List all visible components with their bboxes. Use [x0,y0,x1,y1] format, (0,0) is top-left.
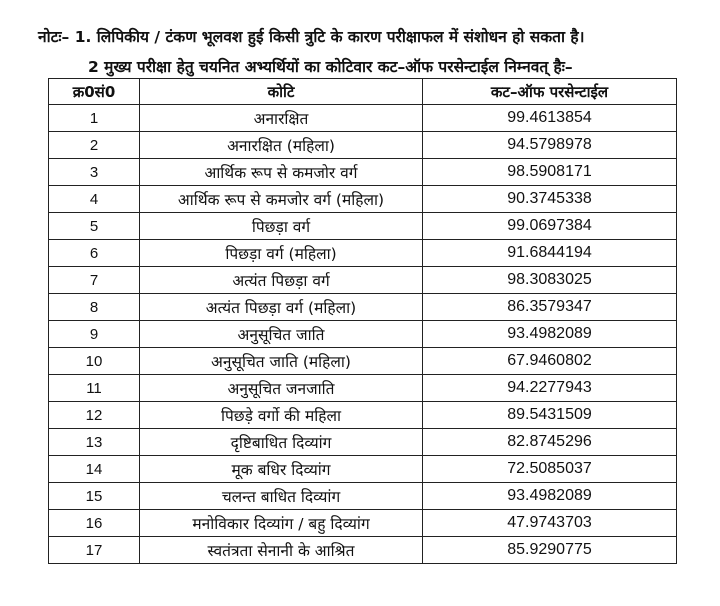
serial-number-cell: 9 [49,321,140,348]
category-cell: चलन्त बाधित दिव्यांग [140,483,423,510]
category-cell: अत्यंत पिछड़ा वर्ग [140,267,423,294]
table-header-row [49,79,677,105]
cutoff-value-cell: 98.5908171 [423,159,677,186]
serial-number-cell: 1 [49,105,140,132]
category-cell: पिछड़ा वर्ग [140,213,423,240]
table-row [49,537,677,564]
table-row [49,375,677,402]
cutoff-value-cell: 99.4613854 [423,105,677,132]
header-cutoff-percentile: कट–ऑफ परसेन्टाईल [423,79,677,105]
table-row [49,213,677,240]
cutoff-value-cell: 67.9460802 [423,348,677,375]
table-row [49,510,677,537]
table-row [49,429,677,456]
category-cell: आर्थिक रूप से कमजोर वर्ग (महिला) [140,186,423,213]
serial-number-cell: 5 [49,213,140,240]
serial-number-cell: 17 [49,537,140,564]
table-row [49,240,677,267]
table-row [49,294,677,321]
notice-text [38,22,708,82]
notice-line-1: नोटः– 1. लिपिकीय / टंकण भूलवश हुई किसी त्रुटि के कारण परीक्षाफल में संशोधन हो सकता है। [38,28,585,46]
table-row [49,348,677,375]
cutoff-value-cell: 93.4982089 [423,483,677,510]
table-row [49,402,677,429]
category-cell: आर्थिक रूप से कमजोर वर्ग [140,159,423,186]
category-cell: पिछड़ा वर्ग (महिला) [140,240,423,267]
cutoff-value-cell: 82.8745296 [423,429,677,456]
table-row [49,105,677,132]
cutoff-value-cell: 93.4982089 [423,321,677,348]
table-row [49,456,677,483]
cutoff-value-cell: 90.3745338 [423,186,677,213]
serial-number-cell: 13 [49,429,140,456]
category-cell: मनोविकार दिव्यांग / बहु दिव्यांग [140,510,423,537]
cutoff-table [48,78,677,564]
cutoff-value-cell: 47.9743703 [423,510,677,537]
cutoff-value-cell: 98.3083025 [423,267,677,294]
notice-line-2: 2 मुख्य परीक्षा हेतु चयनित अभ्यर्थियों का कोटिवार कट–ऑफ परसेन्टाईल निम्नवत् हैः– [88,58,573,76]
table-row [49,321,677,348]
serial-number-cell: 10 [49,348,140,375]
table-row [49,186,677,213]
cutoff-value-cell: 94.2277943 [423,375,677,402]
serial-number-cell: 14 [49,456,140,483]
serial-number-cell: 12 [49,402,140,429]
category-cell: अनारक्षित (महिला) [140,132,423,159]
category-cell: अनारक्षित [140,105,423,132]
category-cell: अनुसूचित जनजाति [140,375,423,402]
cutoff-value-cell: 72.5085037 [423,456,677,483]
table-row [49,483,677,510]
cutoff-value-cell: 89.5431509 [423,402,677,429]
cutoff-value-cell: 94.5798978 [423,132,677,159]
serial-number-cell: 7 [49,267,140,294]
serial-number-cell: 11 [49,375,140,402]
serial-number-cell: 3 [49,159,140,186]
cutoff-value-cell: 85.9290775 [423,537,677,564]
category-cell: अत्यंत पिछड़ा वर्ग (महिला) [140,294,423,321]
category-cell: पिछड़े वर्गो की महिला [140,402,423,429]
cutoff-value-cell: 99.0697384 [423,213,677,240]
table-row [49,132,677,159]
cutoff-value-cell: 86.3579347 [423,294,677,321]
serial-number-cell: 15 [49,483,140,510]
category-cell: मूक बधिर दिव्यांग [140,456,423,483]
header-category: कोटि [140,79,423,105]
category-cell: अनुसूचित जाति [140,321,423,348]
category-cell: स्वतंत्रता सेनानी के आश्रित [140,537,423,564]
serial-number-cell: 8 [49,294,140,321]
table-row [49,267,677,294]
serial-number-cell: 2 [49,132,140,159]
category-cell: अनुसूचित जाति (महिला) [140,348,423,375]
header-serial-number: क्र0सं0 [49,79,140,105]
table-body [49,105,677,564]
category-cell: दृष्टिबाधित दिव्यांग [140,429,423,456]
serial-number-cell: 16 [49,510,140,537]
serial-number-cell: 4 [49,186,140,213]
serial-number-cell: 6 [49,240,140,267]
cutoff-value-cell: 91.6844194 [423,240,677,267]
table-row [49,159,677,186]
